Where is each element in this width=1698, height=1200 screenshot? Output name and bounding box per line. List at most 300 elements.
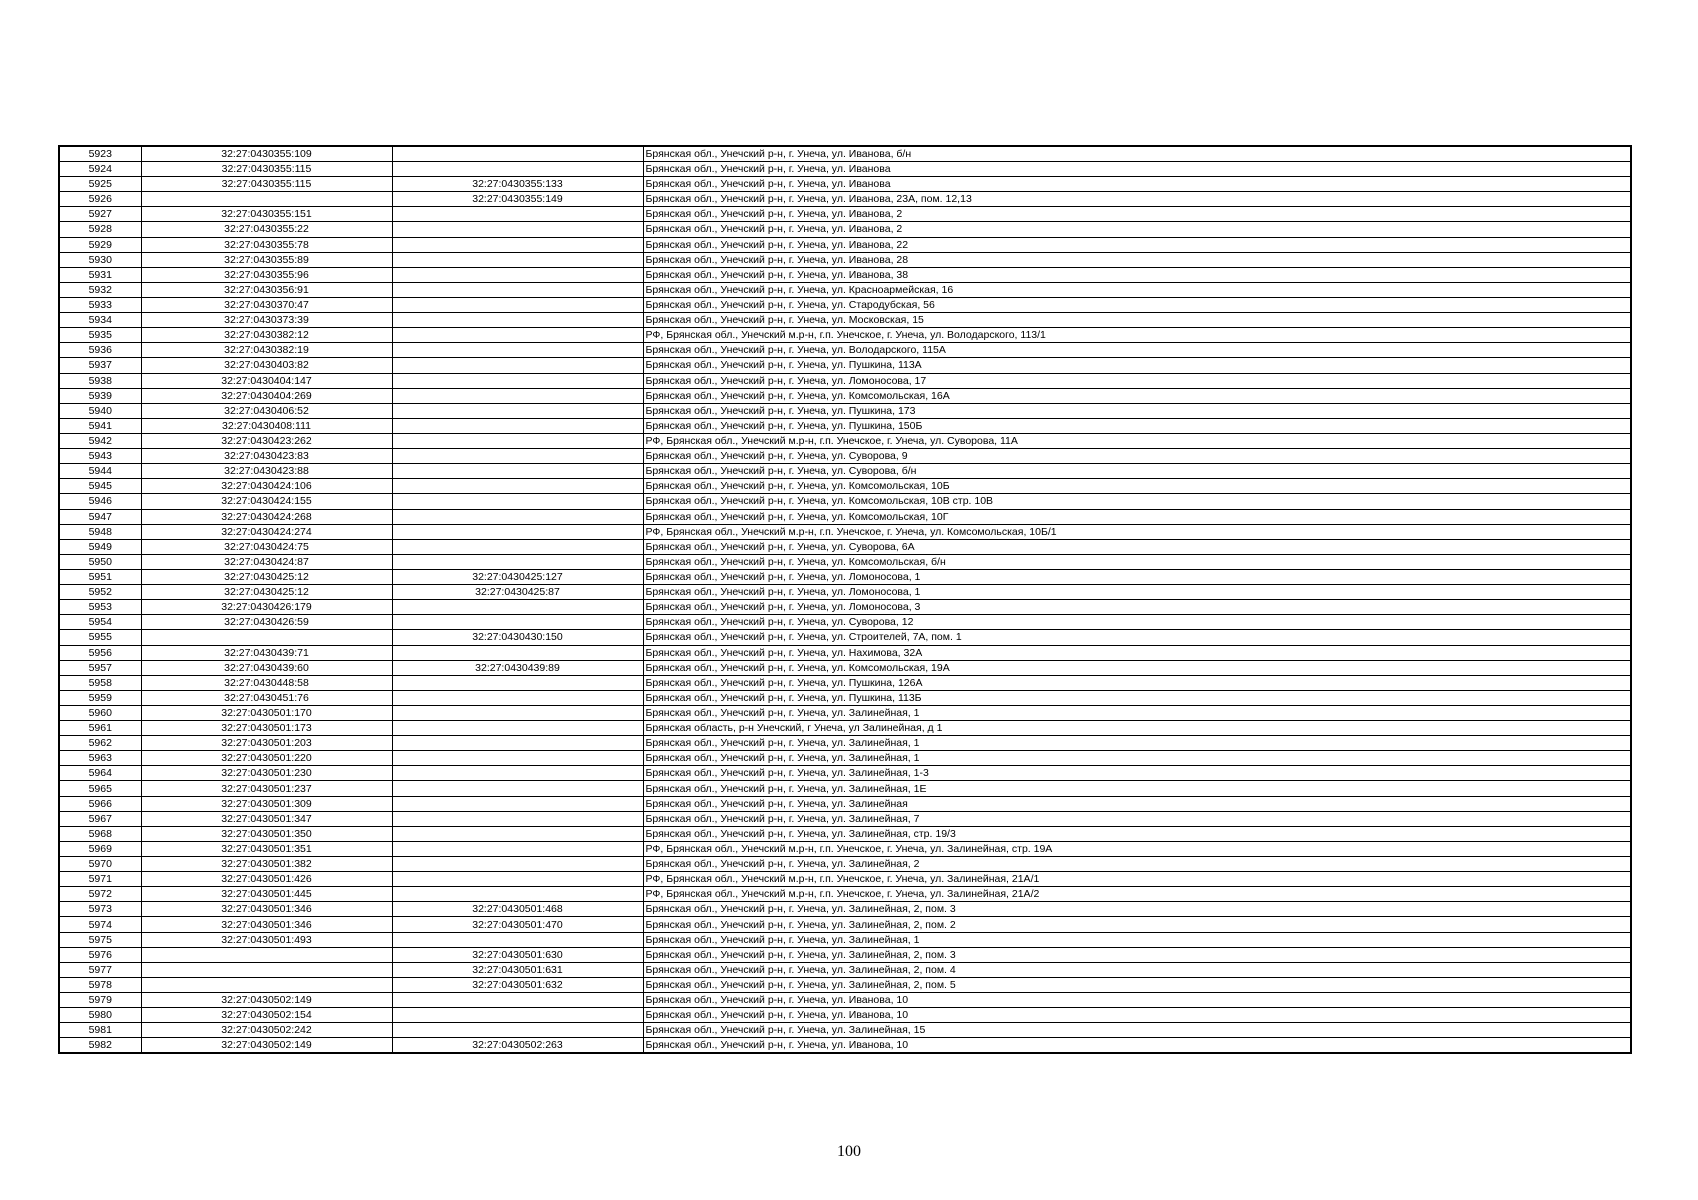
- cadastral-number-cell: [141, 977, 392, 992]
- related-cadastral-number-cell: [392, 826, 643, 841]
- table-row: [59, 162, 1631, 177]
- address-cell: Брянская обл., Унечский р-н, г. Унеча, ул. Ломоносова, 1: [643, 585, 1631, 600]
- cadastral-number-cell: 32:27:0430501:230: [141, 766, 392, 781]
- table-row: [59, 282, 1631, 297]
- address-cell: Брянская обл., Унечский р-н, г. Унеча, ул. Пушкина, 150Б: [643, 418, 1631, 433]
- table-row: [59, 449, 1631, 464]
- row-number-cell: 5925: [59, 177, 141, 192]
- records-table-body: [59, 146, 1631, 1053]
- table-row: [59, 569, 1631, 584]
- address-cell: Брянская обл., Унечский р-н, г. Унеча, ул. Суворова, 9: [643, 449, 1631, 464]
- address-cell: Брянская обл., Унечский р-н, г. Унеча, ул. Комсомольская, 10Г: [643, 509, 1631, 524]
- row-number-cell: 5953: [59, 600, 141, 615]
- related-cadastral-number-cell: [392, 222, 643, 237]
- cadastral-number-cell: 32:27:0430439:71: [141, 645, 392, 660]
- table-row: [59, 252, 1631, 267]
- cadastral-number-cell: 32:27:0430501:426: [141, 872, 392, 887]
- row-number-cell: 5957: [59, 660, 141, 675]
- address-cell: Брянская обл., Унечский р-н, г. Унеча, ул. Комсомольская, 16А: [643, 388, 1631, 403]
- related-cadastral-number-cell: [392, 796, 643, 811]
- address-cell: РФ, Брянская обл., Унечский м.р-н, г.п. Унечское, г. Унеча, ул. Залинейная, 21А/2: [643, 887, 1631, 902]
- address-cell: Брянская обл., Унечский р-н, г. Унеча, ул. Комсомольская, 19А: [643, 660, 1631, 675]
- table-row: [59, 977, 1631, 992]
- related-cadastral-number-cell: [392, 932, 643, 947]
- cadastral-number-cell: 32:27:0430501:309: [141, 796, 392, 811]
- related-cadastral-number-cell: [392, 343, 643, 358]
- address-cell: Брянская обл., Унечский р-н, г. Унеча, ул. Залинейная, 15: [643, 1023, 1631, 1038]
- row-number-cell: 5963: [59, 751, 141, 766]
- row-number-cell: 5969: [59, 841, 141, 856]
- row-number-cell: 5946: [59, 494, 141, 509]
- address-cell: Брянская обл., Унечский р-н, г. Унеча, ул. Залинейная, 1: [643, 932, 1631, 947]
- address-cell: Брянская обл., Унечский р-н, г. Унеча, ул. Ломоносова, 17: [643, 373, 1631, 388]
- address-cell: РФ, Брянская обл., Унечский м.р-н, г.п. Унечское, г. Унеча, ул. Залинейная, стр. 19А: [643, 841, 1631, 856]
- row-number-cell: 5974: [59, 917, 141, 932]
- address-cell: Брянская обл., Унечский р-н, г. Унеча, ул. Суворова, б/н: [643, 464, 1631, 479]
- row-number-cell: 5933: [59, 297, 141, 312]
- row-number-cell: 5941: [59, 418, 141, 433]
- table-row: [59, 962, 1631, 977]
- row-number-cell: 5970: [59, 857, 141, 872]
- table-row: [59, 645, 1631, 660]
- row-number-cell: 5929: [59, 237, 141, 252]
- cadastral-number-cell: 32:27:0430501:170: [141, 705, 392, 720]
- table-row: [59, 811, 1631, 826]
- related-cadastral-number-cell: [392, 418, 643, 433]
- row-number-cell: 5980: [59, 1008, 141, 1023]
- cadastral-number-cell: 32:27:0430370:47: [141, 297, 392, 312]
- table-row: [59, 373, 1631, 388]
- address-cell: Брянская обл., Унечский р-н, г. Унеча, ул. Залинейная, 1Е: [643, 781, 1631, 796]
- cadastral-number-cell: 32:27:0430425:12: [141, 569, 392, 584]
- table-row: [59, 464, 1631, 479]
- cadastral-number-cell: [141, 962, 392, 977]
- row-number-cell: 5923: [59, 146, 141, 162]
- cadastral-number-cell: 32:27:0430501:237: [141, 781, 392, 796]
- table-row: [59, 630, 1631, 645]
- cadastral-number-cell: 32:27:0430501:347: [141, 811, 392, 826]
- related-cadastral-number-cell: [392, 479, 643, 494]
- row-number-cell: 5942: [59, 433, 141, 448]
- row-number-cell: 5968: [59, 826, 141, 841]
- address-cell: Брянская обл., Унечский р-н, г. Унеча, ул. Нахимова, 32А: [643, 645, 1631, 660]
- address-cell: Брянская обл., Унечский р-н, г. Унеча, ул. Володарского, 115А: [643, 343, 1631, 358]
- related-cadastral-number-cell: [392, 554, 643, 569]
- table-row: [59, 222, 1631, 237]
- address-cell: Брянская обл., Унечский р-н, г. Унеча, ул. Иванова, 10: [643, 1038, 1631, 1054]
- cadastral-number-cell: 32:27:0430425:12: [141, 585, 392, 600]
- row-number-cell: 5932: [59, 282, 141, 297]
- address-cell: Брянская обл., Унечский р-н, г. Унеча, ул. Суворова, 6А: [643, 539, 1631, 554]
- cadastral-number-cell: 32:27:0430501:382: [141, 857, 392, 872]
- related-cadastral-number-cell: [392, 328, 643, 343]
- address-cell: Брянская обл., Унечский р-н, г. Унеча, ул. Иванова, 2: [643, 222, 1631, 237]
- cadastral-number-cell: 32:27:0430502:242: [141, 1023, 392, 1038]
- records-table: [58, 145, 1632, 1054]
- table-row: [59, 932, 1631, 947]
- cadastral-number-cell: 32:27:0430502:149: [141, 993, 392, 1008]
- cadastral-number-cell: 32:27:0430501:173: [141, 721, 392, 736]
- cadastral-number-cell: 32:27:0430406:52: [141, 403, 392, 418]
- row-number-cell: 5966: [59, 796, 141, 811]
- row-number-cell: 5951: [59, 569, 141, 584]
- related-cadastral-number-cell: 32:27:0430501:631: [392, 962, 643, 977]
- related-cadastral-number-cell: [392, 207, 643, 222]
- row-number-cell: 5982: [59, 1038, 141, 1054]
- table-row: [59, 615, 1631, 630]
- cadastral-number-cell: 32:27:0430502:154: [141, 1008, 392, 1023]
- row-number-cell: 5961: [59, 721, 141, 736]
- row-number-cell: 5948: [59, 524, 141, 539]
- address-cell: Брянская обл., Унечский р-н, г. Унеча, ул. Залинейная, 1: [643, 736, 1631, 751]
- row-number-cell: 5931: [59, 267, 141, 282]
- cadastral-number-cell: 32:27:0430355:115: [141, 177, 392, 192]
- table-row: [59, 146, 1631, 162]
- address-cell: Брянская обл., Унечский р-н, г. Унеча, ул. Московская, 15: [643, 313, 1631, 328]
- row-number-cell: 5964: [59, 766, 141, 781]
- address-cell: Брянская обл., Унечский р-н, г. Унеча, ул. Иванова: [643, 177, 1631, 192]
- related-cadastral-number-cell: [392, 993, 643, 1008]
- table-row: [59, 917, 1631, 932]
- row-number-cell: 5979: [59, 993, 141, 1008]
- cadastral-number-cell: 32:27:0430424:274: [141, 524, 392, 539]
- table-row: [59, 872, 1631, 887]
- table-row: [59, 690, 1631, 705]
- row-number-cell: 5928: [59, 222, 141, 237]
- cadastral-number-cell: 32:27:0430502:149: [141, 1038, 392, 1054]
- row-number-cell: 5977: [59, 962, 141, 977]
- row-number-cell: 5972: [59, 887, 141, 902]
- table-row: [59, 993, 1631, 1008]
- related-cadastral-number-cell: [392, 615, 643, 630]
- related-cadastral-number-cell: [392, 433, 643, 448]
- cadastral-number-cell: 32:27:0430501:346: [141, 917, 392, 932]
- table-row: [59, 237, 1631, 252]
- table-row: [59, 857, 1631, 872]
- cadastral-number-cell: 32:27:0430408:111: [141, 418, 392, 433]
- cadastral-number-cell: [141, 630, 392, 645]
- cadastral-number-cell: 32:27:0430501:203: [141, 736, 392, 751]
- cadastral-number-cell: 32:27:0430355:96: [141, 267, 392, 282]
- address-cell: Брянская обл., Унечский р-н, г. Унеча, ул. Красноармейская, 16: [643, 282, 1631, 297]
- table-row: [59, 887, 1631, 902]
- related-cadastral-number-cell: [392, 887, 643, 902]
- table-row: [59, 660, 1631, 675]
- related-cadastral-number-cell: [392, 358, 643, 373]
- related-cadastral-number-cell: 32:27:0430355:133: [392, 177, 643, 192]
- cadastral-number-cell: 32:27:0430355:78: [141, 237, 392, 252]
- table-row: [59, 841, 1631, 856]
- row-number-cell: 5958: [59, 675, 141, 690]
- related-cadastral-number-cell: [392, 600, 643, 615]
- related-cadastral-number-cell: [392, 690, 643, 705]
- cadastral-number-cell: 32:27:0430355:115: [141, 162, 392, 177]
- table-row: [59, 721, 1631, 736]
- related-cadastral-number-cell: [392, 811, 643, 826]
- related-cadastral-number-cell: [392, 313, 643, 328]
- address-cell: Брянская обл., Унечский р-н, г. Унеча, ул. Иванова, 10: [643, 993, 1631, 1008]
- row-number-cell: 5978: [59, 977, 141, 992]
- table-row: [59, 313, 1631, 328]
- address-cell: Брянская обл., Унечский р-н, г. Унеча, ул. Залинейная, 7: [643, 811, 1631, 826]
- address-cell: Брянская область, р-н Унечский, г Унеча, ул Залинейная, д 1: [643, 721, 1631, 736]
- address-cell: Брянская обл., Унечский р-н, г. Унеча, ул. Иванова, 2: [643, 207, 1631, 222]
- related-cadastral-number-cell: [392, 841, 643, 856]
- related-cadastral-number-cell: [392, 146, 643, 162]
- related-cadastral-number-cell: [392, 237, 643, 252]
- cadastral-number-cell: 32:27:0430423:83: [141, 449, 392, 464]
- row-number-cell: 5930: [59, 252, 141, 267]
- table-row: [59, 388, 1631, 403]
- table-row: [59, 539, 1631, 554]
- related-cadastral-number-cell: [392, 282, 643, 297]
- cadastral-number-cell: 32:27:0430451:76: [141, 690, 392, 705]
- row-number-cell: 5955: [59, 630, 141, 645]
- address-cell: Брянская обл., Унечский р-н, г. Унеча, ул. Пушкина, 113А: [643, 358, 1631, 373]
- cadastral-number-cell: 32:27:0430423:262: [141, 433, 392, 448]
- cadastral-number-cell: 32:27:0430426:179: [141, 600, 392, 615]
- cadastral-number-cell: 32:27:0430448:58: [141, 675, 392, 690]
- address-cell: Брянская обл., Унечский р-н, г. Унеча, ул. Суворова, 12: [643, 615, 1631, 630]
- cadastral-number-cell: 32:27:0430424:155: [141, 494, 392, 509]
- row-number-cell: 5952: [59, 585, 141, 600]
- address-cell: Брянская обл., Унечский р-н, г. Унеча, ул. Залинейная, 1-3: [643, 766, 1631, 781]
- related-cadastral-number-cell: 32:27:0430425:87: [392, 585, 643, 600]
- address-cell: Брянская обл., Унечский р-н, г. Унеча, ул. Залинейная, 2, пом. 2: [643, 917, 1631, 932]
- row-number-cell: 5939: [59, 388, 141, 403]
- row-number-cell: 5924: [59, 162, 141, 177]
- related-cadastral-number-cell: [392, 267, 643, 282]
- row-number-cell: 5959: [59, 690, 141, 705]
- related-cadastral-number-cell: 32:27:0430501:470: [392, 917, 643, 932]
- address-cell: Брянская обл., Унечский р-н, г. Унеча, ул. Залинейная: [643, 796, 1631, 811]
- related-cadastral-number-cell: [392, 524, 643, 539]
- address-cell: Брянская обл., Унечский р-н, г. Унеча, ул. Ломоносова, 3: [643, 600, 1631, 615]
- address-cell: Брянская обл., Унечский р-н, г. Унеча, ул. Залинейная, 2: [643, 857, 1631, 872]
- cadastral-number-cell: 32:27:0430501:493: [141, 932, 392, 947]
- row-number-cell: 5926: [59, 192, 141, 207]
- related-cadastral-number-cell: 32:27:0430430:150: [392, 630, 643, 645]
- cadastral-number-cell: 32:27:0430382:19: [141, 343, 392, 358]
- address-cell: Брянская обл., Унечский р-н, г. Унеча, ул. Залинейная, 1: [643, 705, 1631, 720]
- table-row: [59, 524, 1631, 539]
- table-row: [59, 1023, 1631, 1038]
- address-cell: РФ, Брянская обл., Унечский м.р-н, г.п. Унечское, г. Унеча, ул. Комсомольская, 10Б/1: [643, 524, 1631, 539]
- row-number-cell: 5950: [59, 554, 141, 569]
- cadastral-number-cell: 32:27:0430501:351: [141, 841, 392, 856]
- table-row: [59, 328, 1631, 343]
- row-number-cell: 5935: [59, 328, 141, 343]
- related-cadastral-number-cell: [392, 539, 643, 554]
- table-row: [59, 358, 1631, 373]
- related-cadastral-number-cell: [392, 705, 643, 720]
- related-cadastral-number-cell: [392, 872, 643, 887]
- row-number-cell: 5967: [59, 811, 141, 826]
- address-cell: Брянская обл., Унечский р-н, г. Унеча, ул. Иванова, 28: [643, 252, 1631, 267]
- cadastral-number-cell: 32:27:0430404:147: [141, 373, 392, 388]
- table-row: [59, 1038, 1631, 1054]
- address-cell: Брянская обл., Унечский р-н, г. Унеча, ул. Иванова: [643, 162, 1631, 177]
- row-number-cell: 5945: [59, 479, 141, 494]
- related-cadastral-number-cell: [392, 645, 643, 660]
- related-cadastral-number-cell: 32:27:0430501:632: [392, 977, 643, 992]
- related-cadastral-number-cell: [392, 751, 643, 766]
- cadastral-number-cell: 32:27:0430424:106: [141, 479, 392, 494]
- table-row: [59, 796, 1631, 811]
- related-cadastral-number-cell: [392, 373, 643, 388]
- related-cadastral-number-cell: [392, 162, 643, 177]
- cadastral-number-cell: 32:27:0430355:109: [141, 146, 392, 162]
- cadastral-number-cell: [141, 192, 392, 207]
- related-cadastral-number-cell: [392, 494, 643, 509]
- cadastral-number-cell: 32:27:0430403:82: [141, 358, 392, 373]
- related-cadastral-number-cell: 32:27:0430439:89: [392, 660, 643, 675]
- row-number-cell: 5971: [59, 872, 141, 887]
- row-number-cell: 5943: [59, 449, 141, 464]
- cadastral-number-cell: 32:27:0430355:151: [141, 207, 392, 222]
- related-cadastral-number-cell: [392, 252, 643, 267]
- related-cadastral-number-cell: [392, 675, 643, 690]
- table-row: [59, 207, 1631, 222]
- row-number-cell: 5981: [59, 1023, 141, 1038]
- address-cell: РФ, Брянская обл., Унечский м.р-н, г.п. Унечское, г. Унеча, ул. Володарского, 113/1: [643, 328, 1631, 343]
- row-number-cell: 5934: [59, 313, 141, 328]
- cadastral-number-cell: 32:27:0430404:269: [141, 388, 392, 403]
- related-cadastral-number-cell: [392, 464, 643, 479]
- address-cell: Брянская обл., Унечский р-н, г. Унеча, ул. Комсомольская, б/н: [643, 554, 1631, 569]
- table-row: [59, 343, 1631, 358]
- related-cadastral-number-cell: [392, 721, 643, 736]
- table-row: [59, 403, 1631, 418]
- page-number: 100: [837, 1143, 861, 1160]
- related-cadastral-number-cell: [392, 509, 643, 524]
- address-cell: Брянская обл., Унечский р-н, г. Унеча, ул. Строителей, 7А, пом. 1: [643, 630, 1631, 645]
- related-cadastral-number-cell: [392, 766, 643, 781]
- related-cadastral-number-cell: [392, 297, 643, 312]
- related-cadastral-number-cell: [392, 1023, 643, 1038]
- row-number-cell: 5975: [59, 932, 141, 947]
- table-row: [59, 826, 1631, 841]
- address-cell: Брянская обл., Унечский р-н, г. Унеча, ул. Иванова, 22: [643, 237, 1631, 252]
- table-row: [59, 781, 1631, 796]
- row-number-cell: 5965: [59, 781, 141, 796]
- related-cadastral-number-cell: [392, 736, 643, 751]
- table-row: [59, 192, 1631, 207]
- table-row: [59, 1008, 1631, 1023]
- table-row: [59, 297, 1631, 312]
- cadastral-number-cell: 32:27:0430501:220: [141, 751, 392, 766]
- table-row: [59, 736, 1631, 751]
- address-cell: Брянская обл., Унечский р-н, г. Унеча, ул. Залинейная, 2, пом. 3: [643, 947, 1631, 962]
- row-number-cell: 5938: [59, 373, 141, 388]
- cadastral-number-cell: 32:27:0430355:22: [141, 222, 392, 237]
- cadastral-number-cell: 32:27:0430373:39: [141, 313, 392, 328]
- related-cadastral-number-cell: 32:27:0430501:468: [392, 902, 643, 917]
- row-number-cell: 5944: [59, 464, 141, 479]
- row-number-cell: 5947: [59, 509, 141, 524]
- table-row: [59, 177, 1631, 192]
- row-number-cell: 5927: [59, 207, 141, 222]
- related-cadastral-number-cell: 32:27:0430502:263: [392, 1038, 643, 1054]
- address-cell: Брянская обл., Унечский р-н, г. Унеча, ул. Комсомольская, 10В стр. 10В: [643, 494, 1631, 509]
- address-cell: Брянская обл., Унечский р-н, г. Унеча, ул. Ломоносова, 1: [643, 569, 1631, 584]
- related-cadastral-number-cell: [392, 857, 643, 872]
- row-number-cell: 5940: [59, 403, 141, 418]
- row-number-cell: 5937: [59, 358, 141, 373]
- related-cadastral-number-cell: [392, 1008, 643, 1023]
- cadastral-number-cell: 32:27:0430501:445: [141, 887, 392, 902]
- cadastral-number-cell: 32:27:0430382:12: [141, 328, 392, 343]
- cadastral-number-cell: 32:27:0430439:60: [141, 660, 392, 675]
- cadastral-number-cell: 32:27:0430426:59: [141, 615, 392, 630]
- cadastral-number-cell: [141, 947, 392, 962]
- table-row: [59, 600, 1631, 615]
- related-cadastral-number-cell: 32:27:0430355:149: [392, 192, 643, 207]
- address-cell: Брянская обл., Унечский р-н, г. Унеча, ул. Иванова, 10: [643, 1008, 1631, 1023]
- table-row: [59, 479, 1631, 494]
- table-row: [59, 947, 1631, 962]
- table-row: [59, 509, 1631, 524]
- address-cell: Брянская обл., Унечский р-н, г. Унеча, ул. Пушкина, 126А: [643, 675, 1631, 690]
- row-number-cell: 5936: [59, 343, 141, 358]
- table-row: [59, 751, 1631, 766]
- related-cadastral-number-cell: [392, 449, 643, 464]
- table-row: [59, 418, 1631, 433]
- table-row: [59, 554, 1631, 569]
- table-row: [59, 267, 1631, 282]
- table-row: [59, 675, 1631, 690]
- table-row: [59, 705, 1631, 720]
- row-number-cell: 5960: [59, 705, 141, 720]
- address-cell: Брянская обл., Унечский р-н, г. Унеча, ул. Иванова, 38: [643, 267, 1631, 282]
- address-cell: Брянская обл., Унечский р-н, г. Унеча, ул. Комсомольская, 10Б: [643, 479, 1631, 494]
- address-cell: Брянская обл., Унечский р-н, г. Унеча, ул. Стародубская, 56: [643, 297, 1631, 312]
- address-cell: Брянская обл., Унечский р-н, г. Унеча, ул. Залинейная, 2, пом. 3: [643, 902, 1631, 917]
- address-cell: Брянская обл., Унечский р-н, г. Унеча, ул. Залинейная, 2, пом. 5: [643, 977, 1631, 992]
- row-number-cell: 5973: [59, 902, 141, 917]
- related-cadastral-number-cell: [392, 403, 643, 418]
- cadastral-number-cell: 32:27:0430424:75: [141, 539, 392, 554]
- row-number-cell: 5962: [59, 736, 141, 751]
- address-cell: Брянская обл., Унечский р-н, г. Унеча, ул. Иванова, б/н: [643, 146, 1631, 162]
- address-cell: Брянская обл., Унечский р-н, г. Унеча, ул. Пушкина, 173: [643, 403, 1631, 418]
- address-cell: РФ, Брянская обл., Унечский м.р-н, г.п. Унечское, г. Унеча, ул. Залинейная, 21А/1: [643, 872, 1631, 887]
- related-cadastral-number-cell: [392, 781, 643, 796]
- address-cell: Брянская обл., Унечский р-н, г. Унеча, ул. Залинейная, 1: [643, 751, 1631, 766]
- address-cell: Брянская обл., Унечский р-н, г. Унеча, ул. Залинейная, стр. 19/3: [643, 826, 1631, 841]
- table-row: [59, 902, 1631, 917]
- related-cadastral-number-cell: [392, 388, 643, 403]
- table-row: [59, 494, 1631, 509]
- cadastral-number-cell: 32:27:0430355:89: [141, 252, 392, 267]
- row-number-cell: 5954: [59, 615, 141, 630]
- address-cell: Брянская обл., Унечский р-н, г. Унеча, ул. Залинейная, 2, пом. 4: [643, 962, 1631, 977]
- cadastral-number-cell: 32:27:0430501:346: [141, 902, 392, 917]
- table-row: [59, 433, 1631, 448]
- address-cell: Брянская обл., Унечский р-н, г. Унеча, ул. Иванова, 23А, пом. 12,13: [643, 192, 1631, 207]
- table-row: [59, 766, 1631, 781]
- cadastral-number-cell: 32:27:0430424:87: [141, 554, 392, 569]
- cadastral-number-cell: 32:27:0430501:350: [141, 826, 392, 841]
- row-number-cell: 5956: [59, 645, 141, 660]
- row-number-cell: 5949: [59, 539, 141, 554]
- table-row: [59, 585, 1631, 600]
- related-cadastral-number-cell: 32:27:0430425:127: [392, 569, 643, 584]
- address-cell: Брянская обл., Унечский р-н, г. Унеча, ул. Пушкина, 113Б: [643, 690, 1631, 705]
- related-cadastral-number-cell: 32:27:0430501:630: [392, 947, 643, 962]
- cadastral-number-cell: 32:27:0430423:88: [141, 464, 392, 479]
- address-cell: РФ, Брянская обл., Унечский м.р-н, г.п. Унечское, г. Унеча, ул. Суворова, 11А: [643, 433, 1631, 448]
